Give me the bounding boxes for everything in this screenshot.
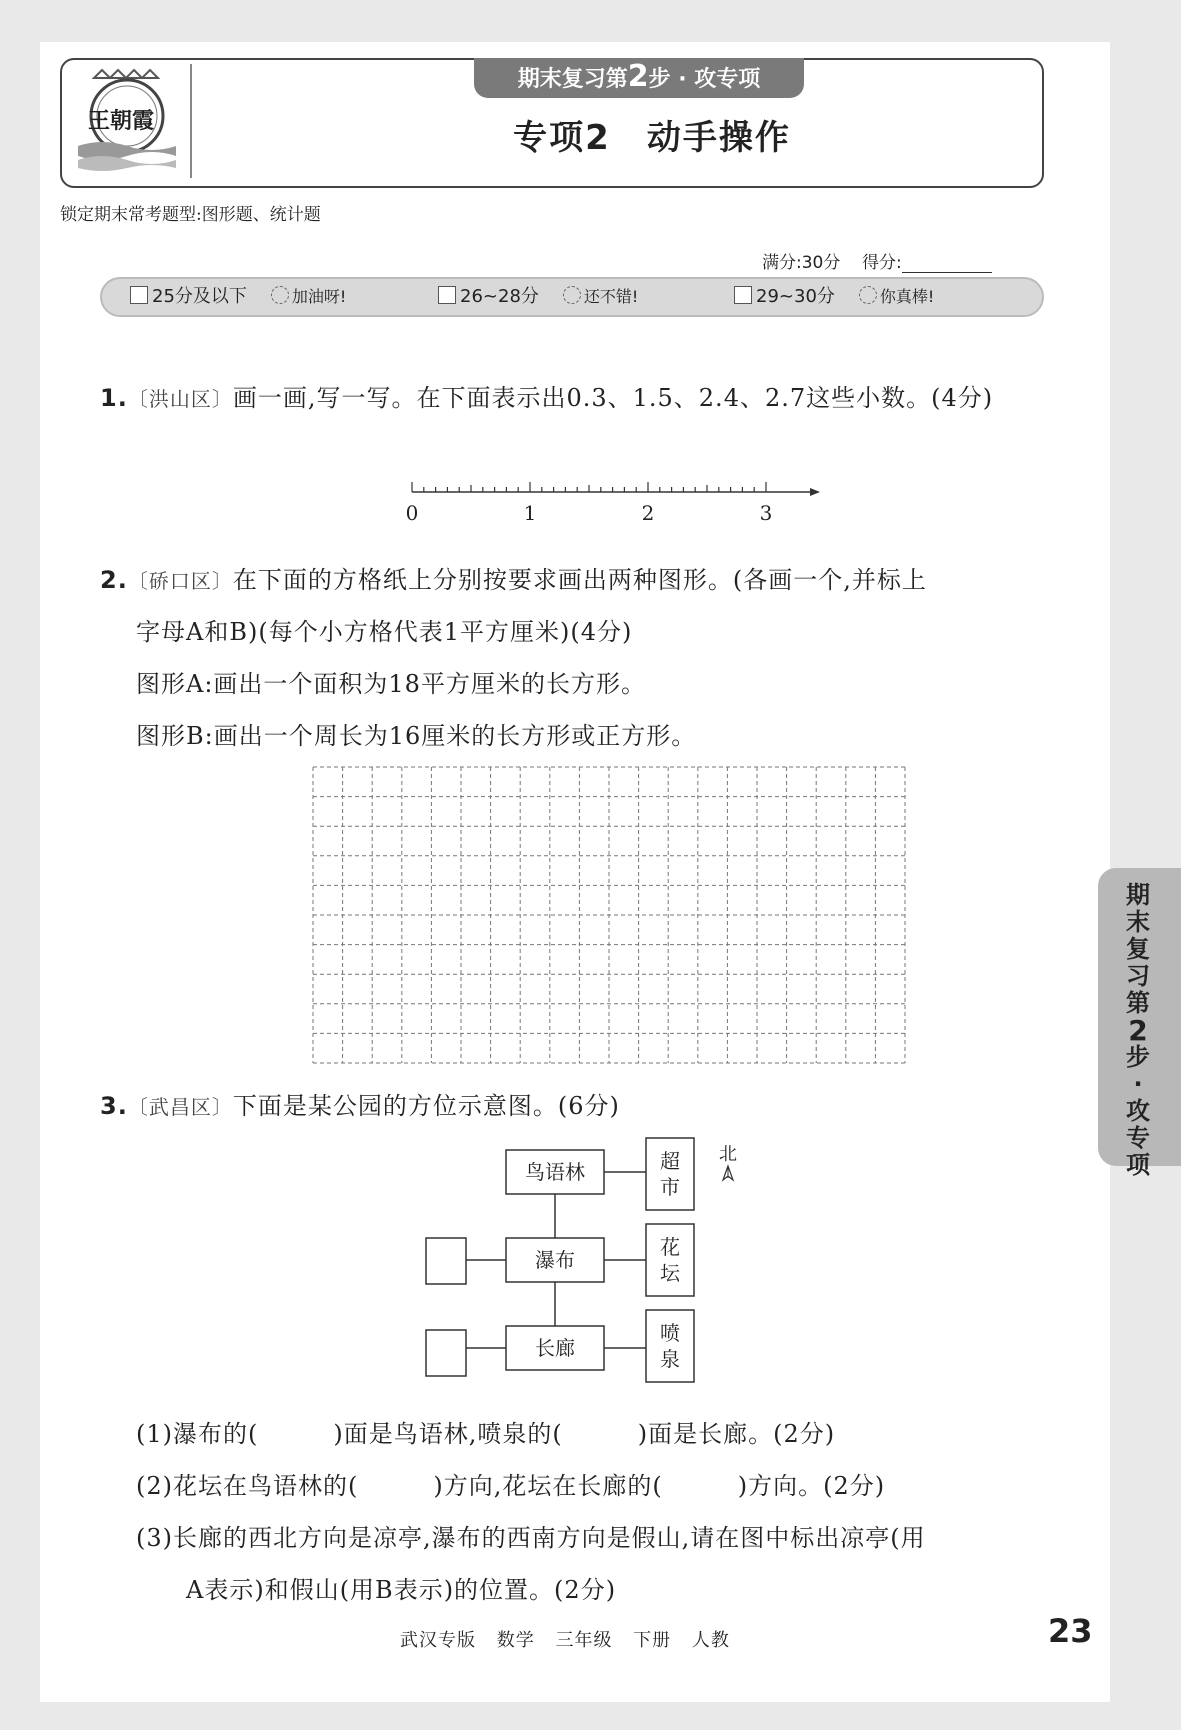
map-label-bird-forest: 鸟语林 xyxy=(525,1160,585,1184)
question-3-part-3-line2: A表示)和假山(用B表示)的位置。(2分) xyxy=(186,1576,617,1604)
question-3-part-3: (3)长廊的西北方向是凉亭,瀑布的西南方向是假山,请在图中标出凉亭(用 xyxy=(136,1524,926,1552)
district-label: 〔洪山区〕 xyxy=(127,387,233,411)
number-line-label: 1 xyxy=(523,501,537,525)
level-3: 29~30分 你真棒! xyxy=(734,283,934,311)
question-2 xyxy=(100,560,927,595)
number-line[interactable] xyxy=(380,470,830,530)
empty-box-rockery xyxy=(426,1330,466,1376)
full-score: 满分:30分 xyxy=(762,253,841,273)
figure-b-requirement: 图形B:画出一个周长为16厘米的长方形或正方形。 xyxy=(136,722,697,750)
map-label-market-1: 超 xyxy=(660,1149,680,1173)
question-text: 下面是某公园的方位示意图。(6分) xyxy=(232,1092,620,1120)
question-3 xyxy=(100,1086,620,1121)
grid-paper[interactable] xyxy=(312,766,906,1064)
number-line-label: 0 xyxy=(405,501,419,525)
face-icon xyxy=(563,286,581,304)
logo-text: 王朝霞 xyxy=(88,108,155,134)
page-title: 专项2 动手操作 xyxy=(513,118,791,158)
map-label-corridor: 长廊 xyxy=(535,1336,575,1360)
map-label-garden-1: 花 xyxy=(660,1235,680,1259)
question-number: 2. xyxy=(100,566,128,594)
map-label-waterfall: 瀑布 xyxy=(535,1248,575,1272)
district-label: 〔硚口区〕 xyxy=(127,569,233,593)
map-label-garden-2: 坛 xyxy=(660,1261,680,1285)
question-3-part-2: (2)花坛在鸟语林的( )方向,花坛在长廊的( )方向。(2分) xyxy=(136,1472,886,1500)
footer-text: 武汉专版 数学 三年级 下册 人教 xyxy=(400,1630,730,1651)
level-2: 26~28分 还不错! xyxy=(438,283,638,311)
question-number: 3. xyxy=(100,1092,128,1120)
level-checkbox[interactable] xyxy=(734,286,752,304)
score-levels xyxy=(100,277,1044,317)
question-number: 1. xyxy=(100,384,128,412)
number-line-label: 3 xyxy=(759,501,773,525)
score-line xyxy=(762,248,992,273)
got-score-label: 得分: xyxy=(861,253,902,273)
district-label: 〔武昌区〕 xyxy=(127,1095,233,1119)
got-score-blank[interactable] xyxy=(902,256,992,273)
question-text: 在下面的方格纸上分别按要求画出两种图形。(各画一个,并标上 xyxy=(232,566,927,594)
subtitle: 锁定期末常考题型:图形题、统计题 xyxy=(60,205,321,225)
header-box xyxy=(60,58,1044,188)
level-checkbox[interactable] xyxy=(438,286,456,304)
step-suffix: 步 · 攻专项 xyxy=(648,67,761,92)
level-checkbox[interactable] xyxy=(130,286,148,304)
step-number: 2 xyxy=(627,59,649,94)
map-label-market-2: 市 xyxy=(660,1175,680,1199)
question-text: 画一画,写一写。在下面表示出0.3、1.5、2.4、2.7这些小数。(4分) xyxy=(232,384,994,412)
step-tab xyxy=(474,58,804,98)
question-1 xyxy=(100,378,993,413)
question-2-line2: 字母A和B)(每个小方格代表1平方厘米)(4分) xyxy=(136,618,633,646)
number-line-label: 2 xyxy=(641,501,655,525)
north-arrow-icon xyxy=(723,1166,733,1180)
figure-a-requirement: 图形A:画出一个面积为18平方厘米的长方形。 xyxy=(136,670,646,698)
map-label-fountain-1: 喷 xyxy=(660,1321,680,1345)
face-icon xyxy=(859,286,877,304)
empty-box-pavilion xyxy=(426,1238,466,1284)
north-label: 北 xyxy=(719,1144,737,1165)
map-label-fountain-2: 泉 xyxy=(660,1347,680,1371)
park-map xyxy=(420,1134,750,1404)
header-divider xyxy=(190,64,192,178)
question-3-part-1: (1)瀑布的( )面是鸟语林,喷泉的( )面是长廊。(2分) xyxy=(136,1420,836,1448)
step-prefix: 期末复习第 xyxy=(517,67,628,92)
face-icon xyxy=(271,286,289,304)
side-tab-text: 期 末 复 习 第 2 步 · 攻 专 项 xyxy=(1126,881,1150,1179)
level-1: 25分及以下 加油呀! xyxy=(130,283,346,311)
page-number: 23 xyxy=(1048,1612,1093,1650)
